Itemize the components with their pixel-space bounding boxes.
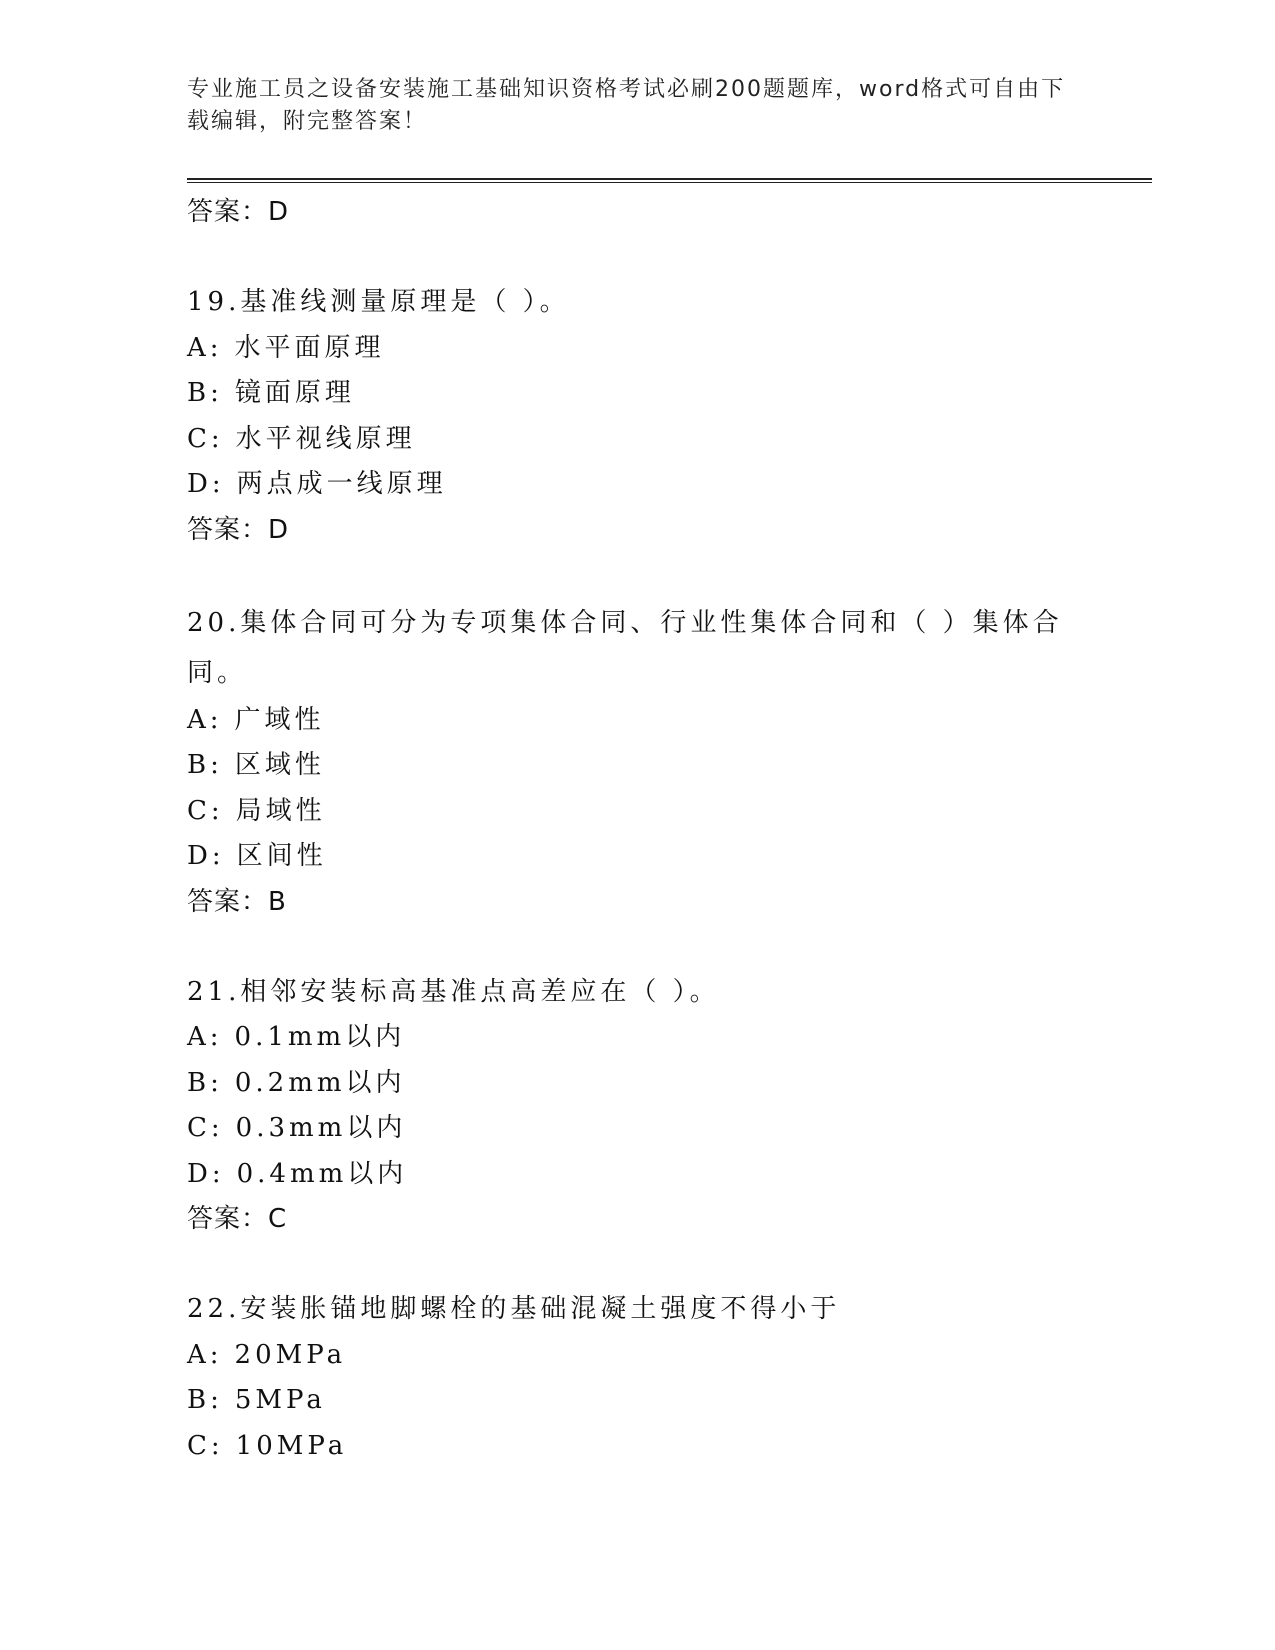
- answer-line: 答案：C: [187, 1204, 288, 1234]
- option-label: D:: [187, 841, 225, 871]
- option-text: 0.4mm以内: [236, 1158, 408, 1189]
- option-a: [187, 1015, 1107, 1061]
- answer-line: 答案：B: [187, 886, 287, 917]
- spacer: [187, 235, 1107, 280]
- option-text: 5MPa: [234, 1385, 326, 1415]
- question-21: [187, 970, 1107, 1243]
- option-text: 10MPa: [235, 1430, 348, 1461]
- question-title: 22.安装胀锚地脚螺栓的基础混凝土强度不得小于: [187, 1294, 841, 1324]
- option-text: 广域性: [234, 704, 325, 735]
- spacer: [187, 1242, 1107, 1287]
- option-a: [187, 1333, 1107, 1379]
- option-b: [187, 1061, 1107, 1107]
- option-label: A:: [187, 1022, 223, 1052]
- option-label: C:: [187, 1113, 224, 1143]
- option-text: 局域性: [235, 795, 326, 826]
- option-label: A:: [187, 704, 223, 735]
- option-d: [187, 834, 1107, 880]
- spacer: [187, 925, 1107, 970]
- option-text: 区间性: [236, 841, 327, 871]
- option-c: [187, 789, 1107, 835]
- option-text: 0.2mm以内: [234, 1067, 406, 1098]
- option-b: [187, 743, 1107, 789]
- option-c: [187, 1106, 1107, 1152]
- option-b: [187, 371, 1107, 417]
- answer-line: 答案：D: [187, 514, 290, 545]
- option-label: C:: [187, 795, 224, 826]
- option-label: C:: [187, 423, 224, 454]
- question-list: [187, 190, 1107, 1469]
- option-label: A:: [187, 332, 223, 363]
- spacer: [187, 553, 1107, 598]
- option-label: D:: [187, 1158, 225, 1189]
- option-text: 20MPa: [234, 1339, 347, 1370]
- document-header: 专业施工员之设备安装施工基础知识资格考试必刷200题题库，word格式可自由下载编辑，附完整答案！: [187, 77, 1066, 134]
- question-title: 20.集体合同可分为专项集体合同、行业性集体合同和（ ）集体合同。: [187, 607, 1063, 688]
- header-divider: [187, 178, 1152, 183]
- option-b: [187, 1378, 1107, 1424]
- option-text: 0.3mm以内: [235, 1113, 407, 1143]
- option-a: [187, 698, 1107, 744]
- option-text: 区域性: [234, 750, 325, 780]
- question-title: 19.基准线测量原理是（ ）。: [187, 287, 570, 317]
- option-text: 水平视线原理: [235, 423, 416, 454]
- option-label: B:: [187, 750, 223, 780]
- option-c: [187, 1424, 1107, 1470]
- option-label: B:: [187, 1385, 223, 1415]
- option-d: [187, 462, 1107, 508]
- option-label: A:: [187, 1339, 223, 1370]
- option-text: 0.1mm以内: [234, 1022, 406, 1052]
- answer-line: 答案：D: [187, 197, 290, 227]
- option-text: 镜面原理: [234, 378, 355, 408]
- option-label: C:: [187, 1430, 224, 1461]
- option-label: B:: [187, 1067, 223, 1098]
- question-20: [187, 598, 1107, 925]
- option-text: 水平面原理: [234, 332, 385, 363]
- option-c: [187, 417, 1107, 463]
- option-text: 两点成一线原理: [236, 469, 447, 499]
- question-22: [187, 1287, 1107, 1469]
- question-title: 21.相邻安装标高基准点高差应在（ ）。: [187, 976, 720, 1007]
- option-a: [187, 326, 1107, 372]
- option-label: D:: [187, 469, 225, 499]
- option-d: [187, 1152, 1107, 1198]
- question-19: [187, 280, 1107, 553]
- option-label: B:: [187, 378, 223, 408]
